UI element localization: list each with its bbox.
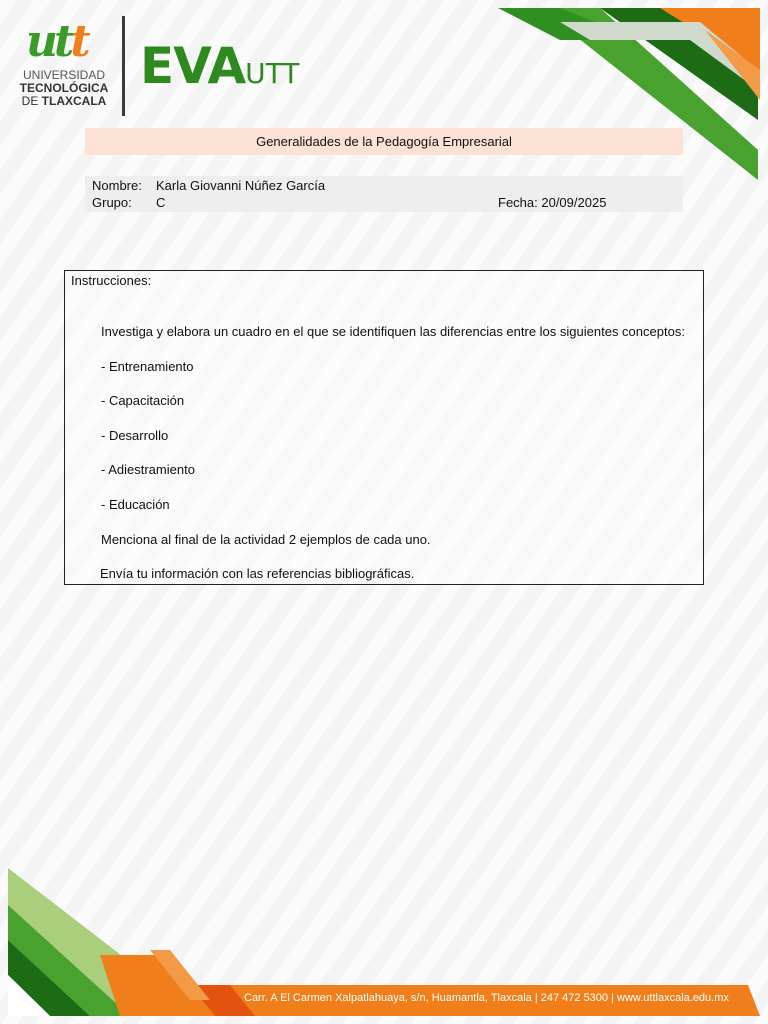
university-name-line1: UNIVERSIDAD	[22, 68, 105, 82]
concept-item: - Adiestramiento	[101, 462, 195, 477]
concept-item: - Capacitación	[101, 393, 185, 408]
instructions-intro: Investiga y elabora un cuadro en el que se identifiquen las diferencias entre los siguientes conceptos:	[101, 324, 685, 339]
subject-title: Generalidades de la Pedagogía Empresarial	[85, 128, 683, 155]
university-name-line3	[14, 94, 114, 108]
platform-logo	[140, 38, 299, 106]
concept-item: - Educación	[101, 497, 170, 512]
date-field: Fecha: 20/09/2025	[498, 195, 607, 210]
group-label: Grupo:	[92, 195, 132, 210]
concept-item: - Desarrollo	[101, 428, 169, 443]
platform-suffix: UTT	[245, 57, 300, 90]
university-logo	[14, 18, 114, 118]
instructions-box	[64, 270, 704, 585]
group-value: C	[156, 195, 166, 210]
concept-item: - Entrenamiento	[101, 359, 194, 374]
name-value: Karla Giovanni Núñez García	[156, 178, 326, 193]
instructions-references: Envía tu información con las referencias bibliográficas.	[100, 566, 415, 581]
student-info	[85, 176, 683, 212]
group-row	[92, 194, 682, 211]
platform-name: EVA	[140, 37, 246, 95]
logo-mark-ut: ut	[26, 16, 71, 67]
logo-mark-t: t	[70, 16, 87, 67]
name-label: Nombre:	[92, 178, 142, 193]
name-row	[92, 177, 325, 194]
university-name-line2: TECNOLÓGICA	[19, 81, 109, 95]
instructions-closing: Menciona al final de la actividad 2 ejemplos de cada uno.	[101, 532, 431, 547]
university-name-de: DE	[21, 94, 39, 108]
university-name-tlaxcala: TLAXCALA	[41, 94, 107, 108]
instructions-title: Instrucciones:	[71, 273, 152, 288]
footer-contact: Carr. A El Carmen Xalpatlahuaya, s/n, Huamantla, Tlaxcala | 247 472 5300 | www.uttlaxcala.edu.mx	[244, 992, 729, 1004]
utt-logo-mark	[26, 18, 87, 66]
logo-divider	[122, 16, 125, 116]
